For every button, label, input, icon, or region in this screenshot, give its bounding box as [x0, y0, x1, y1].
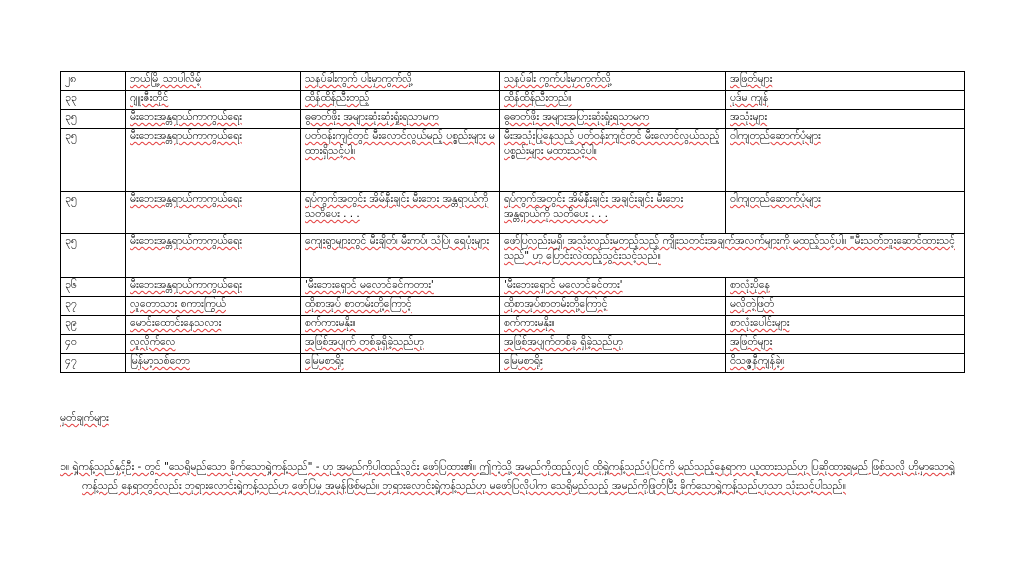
corrected-cell: ရပ်ကွက်အတွင်း အိမ်နီးချင်း အချင်းချင်း မီးဘေး အန္တရာယ်ကို သတိပေး . . .: [500, 192, 726, 234]
page-cell: ၃၅: [61, 129, 126, 192]
table-row: [61, 91, 965, 110]
page-cell: ၃၆: [61, 278, 126, 297]
table-row: [61, 234, 965, 278]
title-cell: မီးဘေးအန္တရာယ်ကာကွယ်ရေး: [126, 110, 301, 129]
table-row: [61, 129, 965, 192]
original-cell: ထိုစာအုပ် စာတမ်းတို့ကြောင့်: [301, 297, 500, 316]
title-cell: ဂျူးဇီးတိုင်: [126, 91, 301, 110]
title-cell: ဘယ်မြို့ သာပါလိမ့်: [126, 72, 301, 91]
note-cell: ပုဒ်မ ကျန်: [726, 91, 965, 110]
original-cell: ဓွဓာတ်ဖိုး အများဆုံးဆုံးရှုံးရသာမက: [301, 110, 500, 129]
table-row: [61, 354, 965, 373]
page-cell: ၃၅: [61, 192, 126, 234]
note-cell: ဝိသဇ္ဇနီကျန်ခဲ့။: [726, 354, 965, 373]
page-cell: ၃၅: [61, 234, 126, 278]
corrected-cell: စက်ကားမနိုး။: [500, 316, 726, 335]
corrected-cell: ဓွဓာတ်ဖိုး အများအပြားဆုံးရှုံးရသာမက: [500, 110, 726, 129]
corrected-cell: အဖြစ်အပျက်တစ်ခု ရှိခဲ့သည်ဟု: [500, 335, 726, 354]
original-cell: အဖြစ်အပျက် တစ်ခုရှိခဲ့သည်ဟု: [301, 335, 500, 354]
table-row: [61, 72, 965, 91]
title-cell: မီးဘေးအန္တရာယ်ကာကွယ်ရေး: [126, 192, 301, 234]
corrections-table: [60, 71, 965, 373]
note-cell: ဝါကျတည်ဆောက်ပုံများ: [726, 192, 965, 234]
original-cell: ရပ်ကွက်အတွင်း အိမ်နီးချင်း မီးဘေး အန္တရာယ်ကို သတိပေး . . .: [301, 192, 500, 234]
corrected-cell: မီးအသုံးပြုနေသည့် ပတ်ဝန်းကျင်တွင် မီးလောင်လွယ်သည့် ပစ္စည်းများ မထားသင့်ပါ။: [500, 129, 726, 192]
corrected-cell: 'မီးဘေးရှောင် မလောင်ခင်တား': [500, 278, 726, 297]
title-cell: မောင်းထောင်းနေသလား: [126, 316, 301, 335]
note-cell: စာလုံးပိုနေ: [726, 278, 965, 297]
table-row: [61, 192, 965, 234]
original-cell: မြေမစာရိုး: [301, 354, 500, 373]
title-cell: မီးဘေးအန္တရာယ်ကာကွယ်ရေး: [126, 278, 301, 297]
original-cell: စက်ကားမနိုး။: [301, 316, 500, 335]
original-cell: ထိန်ထိန်ညီးတည့်: [301, 91, 500, 110]
table-row: [61, 278, 965, 297]
page-cell: ၂၈: [61, 72, 126, 91]
corrected-cell: ဖော်ပြလည်းမရှိ၊ အသုံးလည်းမတည့်သည့် ကျိုးသတင်းအချက်အလက်များကို မထည့်သင့်ပါ။ "မီးသတ်ဘူးဆောင်ထားသင့်သည်" ဟု ပြောင်းလဲထည့်သွင်းသင့်သည်။: [500, 234, 965, 278]
page-cell: ၄၇: [61, 354, 126, 373]
original-cell: သနပ်ခါးကွက် ပါးမှာကွက်လို့: [301, 72, 500, 91]
note-cell: မလိုတဲ့ဖြတ်: [726, 297, 965, 316]
table-row: [61, 316, 965, 335]
note-cell: အဖြတ်များ: [726, 72, 965, 91]
notes-heading: မှတ်ချက်များ: [60, 412, 109, 424]
title-cell: လူတောသား စကားကြွယ်: [126, 297, 301, 316]
original-cell: 'မီးဘေးရှောင် မလောင်ခင်ကတား': [301, 278, 500, 297]
page-cell: ၃၃: [61, 91, 126, 110]
title-cell: လူလိုက်လေ: [126, 335, 301, 354]
note-cell: ဝါကျတည်ဆောက်ပုံများ: [726, 129, 965, 192]
note-item: ၁။ ရှဲ့ကန့်သည်နှင့်ဦး - တွင် "သေရိုမည်သော ခိုက်သောရှဲ့ကန့်သည်" - ဟု အမည်ကိုပါထည့်သွင်း ဖော်ပြထား၏။ ဤကဲ့သို့ အမည်ကိုထည့်လျှင် ထိုရှဲ့ကန့်သည်ပုံပြင်ကို မည်သည့်နေရာက ယူထားသည်ဟု ပြဆိုထားရမည် ဖြစ်သလို ဟိုမှာသောရှဲ့ကန့်သည် နေရာတွင်လည်း ဘုရားလောင်းရှဲ့ကန့်သည်ဟု ဖော်ပြမှ အမှန်ဖြစ်မည်။ ဘုရားလောင်းရှဲ့ကန့်သည်ဟု မဖော်ပြလိုပါက သေရိုမည်သည့် အမည်ကိုဖြုတ်ပြီး ခိုက်သောရှဲ့ကန့်သည်ဟုသာ သုံးသင့်ပါသည်။: [60, 461, 955, 492]
page-cell: ၃၅: [61, 110, 126, 129]
corrected-cell: သနပ်ခါး ကွက်ပါးမှာကွက်လို့: [500, 72, 726, 91]
note-cell: အဖြတ်များ: [726, 335, 965, 354]
original-cell: ကျေးရွာများတွင် မီးချိတ်၊ မီးကပ်၊ သံပြဲ၊ ရေပုံးများ: [301, 234, 500, 278]
table-row: [61, 297, 965, 316]
page-cell: ၃၇: [61, 297, 126, 316]
note-cell: စာလုံးပေါင်းများ: [726, 316, 965, 335]
corrected-cell: ထိန်ထိန်ညီးတည်။: [500, 91, 726, 110]
original-cell: ပတ်ဝန်းကျင်တွင် မီးလောင်လွယ်မည့် ပစ္စည်းများ မထားရှိသင့်ပါ။: [301, 129, 500, 192]
table-row: [61, 110, 965, 129]
page-cell: ၄၀: [61, 335, 126, 354]
corrected-cell: ထိုစာအုပ်စာတမ်းတို့ကြောင့်: [500, 297, 726, 316]
title-cell: မြန်မာ့သစ်တော: [126, 354, 301, 373]
note-cell: အသုံးများ: [726, 110, 965, 129]
table-row: [61, 335, 965, 354]
corrected-cell: မြေမစာရိုး: [500, 354, 726, 373]
title-cell: မီးဘေးအန္တရာယ်ကာကွယ်ရေး: [126, 234, 301, 278]
page-cell: ၃၉: [61, 316, 126, 335]
title-cell: မီးဘေးအန္တရာယ်ကာကွယ်ရေး: [126, 129, 301, 192]
